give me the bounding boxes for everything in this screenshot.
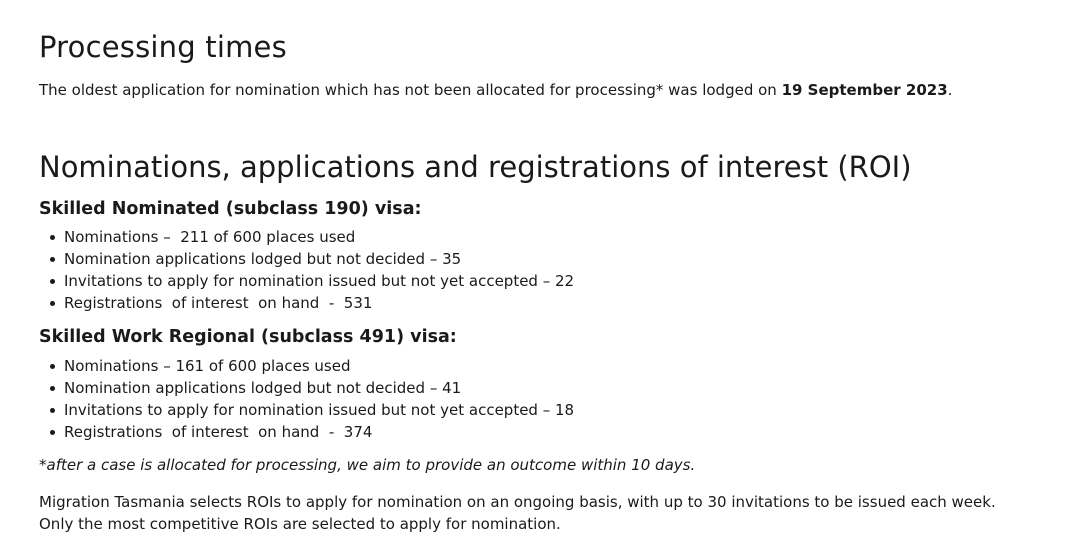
nominations-section-heading: Nominations, applications and registrations of interest (ROI) bbox=[39, 150, 912, 184]
processing-footnote: *after a case is allocated for processing, we aim to provide an outcome within 10 days. bbox=[39, 456, 696, 474]
list-item: Registrations of interest on hand - 531 bbox=[50, 292, 574, 314]
processing-times-heading: Processing times bbox=[39, 30, 287, 64]
list-item: Invitations to apply for nomination issued but not yet accepted – 18 bbox=[50, 399, 574, 421]
subclass-491-heading: Skilled Work Regional (subclass 491) visa: bbox=[39, 327, 457, 347]
list-item: Nomination applications lodged but not decided – 35 bbox=[50, 248, 574, 270]
subclass-491-list bbox=[50, 355, 574, 443]
list-item: Registrations of interest on hand - 374 bbox=[50, 421, 574, 443]
roi-selection-text: Migration Tasmania selects ROIs to apply for nomination on an ongoing basis, with up to 30 invitations to be issued each week. Only the most competitive ROIs are selected to apply for nomination. bbox=[39, 493, 996, 533]
list-item: Nomination applications lodged but not decided – 41 bbox=[50, 377, 574, 399]
subclass-190-list bbox=[50, 226, 574, 314]
processing-text-before: The oldest application for nomination which has not been allocated for processing* was lodged on bbox=[39, 81, 782, 99]
list-item: Nominations – 211 of 600 places used bbox=[50, 226, 574, 248]
processing-text-after: . bbox=[947, 81, 953, 99]
list-item: Invitations to apply for nomination issued but not yet accepted – 22 bbox=[50, 270, 574, 292]
oldest-application-date: 19 September 2023 bbox=[781, 81, 948, 99]
list-item: Nominations – 161 of 600 places used bbox=[50, 355, 574, 377]
processing-times-text bbox=[39, 80, 952, 100]
subclass-190-heading: Skilled Nominated (subclass 190) visa: bbox=[39, 199, 422, 219]
